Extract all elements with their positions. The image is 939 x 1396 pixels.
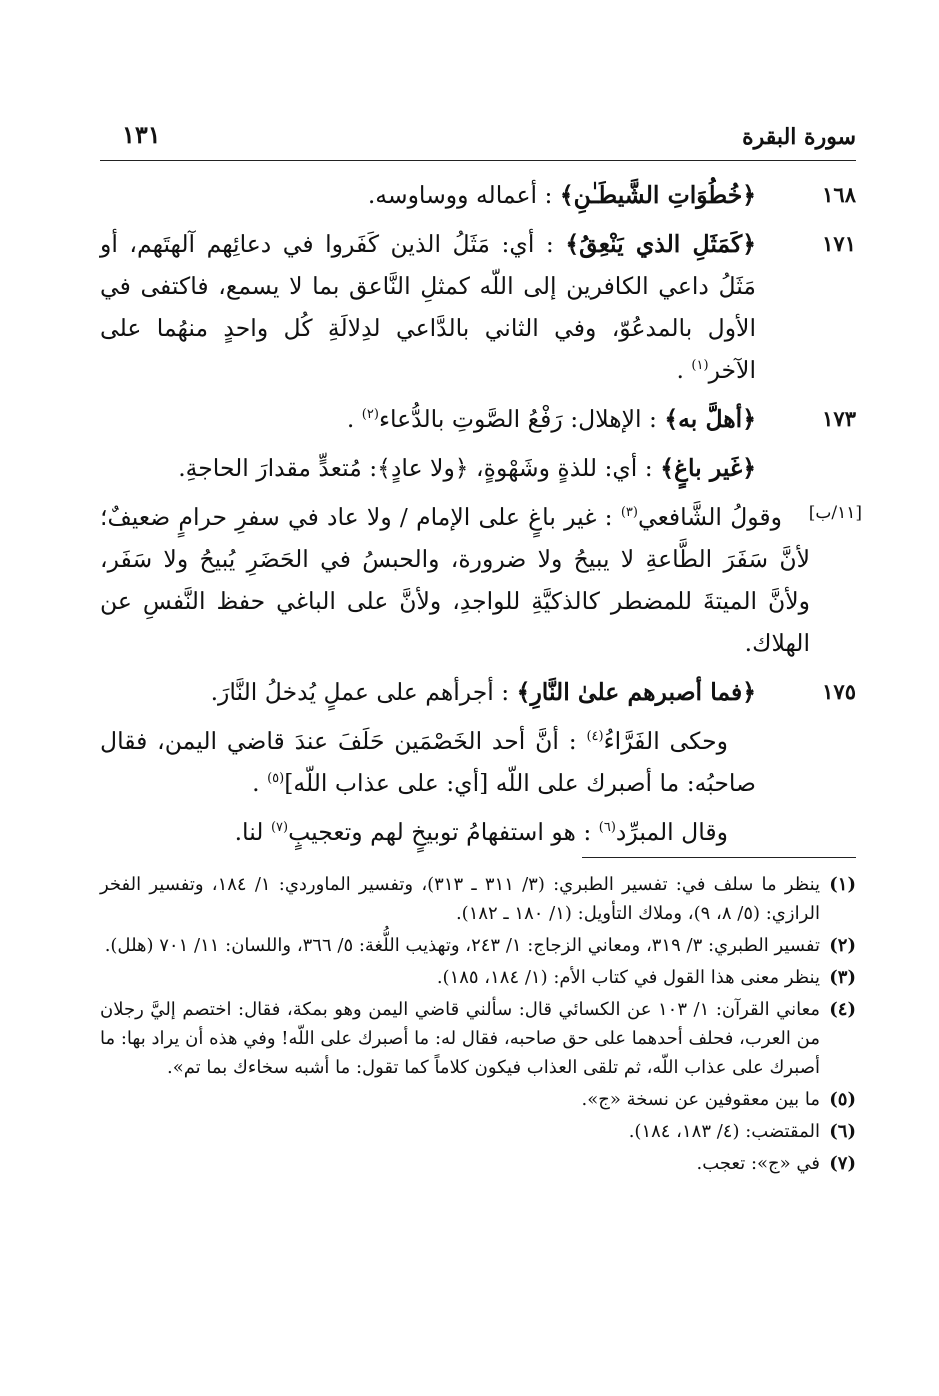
entry-mubarrad — [100, 811, 856, 853]
footnote-ref[interactable]: (٣) — [620, 505, 638, 521]
footnote — [100, 1149, 856, 1178]
verse-number: ١٧٣ — [822, 406, 856, 431]
footnote-ref[interactable]: (٦) — [598, 820, 616, 836]
footnote-ref[interactable]: (٧) — [270, 820, 289, 836]
footnote-text: ما بين معقوفين عن نسخة «ج». — [581, 1089, 820, 1110]
entry-text: : الإهلال: رَفْعُ الصَّوتِ بالدُّعاء — [378, 405, 657, 433]
footnote-separator — [582, 857, 856, 858]
main-text — [100, 174, 862, 860]
entry-text-before: وحكى الفَرَّاءُ — [603, 727, 728, 755]
page-header — [100, 120, 856, 161]
footnote-number: (٣) — [829, 967, 856, 988]
entry-168 — [100, 174, 856, 216]
quran-term: ﴿كَمَثَلِ الذي يَنْعِقُ﴾ — [565, 230, 756, 258]
verse-number: ١٧٥ — [822, 679, 856, 704]
entry-text: : أجرأهم على عملٍ يُدخلُ النَّارَ. — [210, 678, 510, 706]
footnote-ref[interactable]: (٥) — [267, 771, 285, 787]
manuscript-folio-marker: [١١/ب] — [808, 503, 862, 523]
entry-tail: . — [346, 405, 362, 433]
footnote-number: (٤) — [829, 999, 856, 1020]
quran-term: ﴿أهلَّ به﴾ — [664, 405, 756, 433]
footnote-text: المقتضب: (٤/ ١٨٣، ١٨٤). — [628, 1121, 820, 1142]
footnote-number: (٢) — [829, 935, 856, 956]
footnote — [100, 931, 856, 960]
footnote-text: ينظر ما سلف في: تفسير الطبري: (٣/ ٣١١ ـ ٣١٣)، وتفسير الماوردي: ١/ ١٨٤، وتفسير الفخر الرازي: (٥/ ٨، ٩)، وملاك التأويل: (١/ ١٨٠ ـ ١٨٢). — [100, 874, 821, 924]
entry-text: : أنَّ أحد الخَصْمَين حَلَفَ عندَ قاضي اليمن، فقال صاحبُه: ما أصبرك على اللّه [أي: على عذاب اللّه] — [100, 727, 756, 797]
footnote — [100, 995, 856, 1082]
footnote-number: (١) — [829, 874, 856, 895]
entry-text: : أعماله ووساوسه. — [367, 181, 553, 209]
surah-name: سورة البقرة — [742, 124, 856, 150]
footnote — [100, 1117, 856, 1146]
entry-ghayr-bagh — [100, 447, 856, 489]
footnote-ref[interactable]: (٢) — [361, 407, 379, 423]
entry-text-before: وقال المبرِّد — [615, 818, 728, 846]
quran-term: ﴿خُطُوَاتِ الشَّيطَـٰنِ﴾ — [559, 181, 756, 209]
footnote — [100, 1085, 856, 1114]
entry-171 — [100, 223, 856, 391]
footnote-text: في «ج»: تعجب. — [696, 1153, 820, 1174]
footnote — [100, 963, 856, 992]
entry-tail: . — [676, 356, 692, 384]
entry-farra — [100, 720, 856, 804]
entry-tail: لنا. — [234, 818, 271, 846]
verse-number: ١٦٨ — [822, 182, 856, 207]
footnote-ref[interactable]: (١) — [691, 358, 709, 374]
footnote-text: ينظر معنى هذا القول في كتاب الأم: (١/ ١٨٤، ١٨٥). — [436, 967, 820, 988]
entry-text-before: وقولُ الشَّافعي — [637, 503, 782, 531]
footnote-ref[interactable]: (٤) — [586, 729, 604, 745]
entry-text: : أي: مَثَلُ الذين كَفَروا في دعائِهم آلهتَهم، أو مَثَلُ داعي الكافرين إلى اللّه كمثلِ النَّاعق بما لا يسمع، فاكتفى في الأول بالمدعُوّ، وفي الثاني بالدَّاعي لدِلالَةِ كُل واحدٍ منهُما على الآخر — [100, 230, 756, 384]
entry-text: : غير باغٍ على الإمام / ولا عاد في سفرِ حرامٍ ضعيفٌ؛ لأنَّ سَفَرَ الطَّاعةِ لا يبيحُ ولا ضرورة، والحبسُ في الحَضَرِ يُبيحُ ولا سَفَر، ولأنَّ الميتةَ للمضطر كالذكيَّةِ للواجدِ، ولأنَّ على الباغي حفظ النَّفسِ عن الهلاك. — [100, 503, 810, 657]
entry-shafii — [100, 496, 862, 664]
footnote-number: (٦) — [829, 1121, 856, 1142]
quran-term: ﴿فما أصبرهم علىٰ النَّارِ﴾ — [516, 678, 756, 706]
footnote-number: (٧) — [829, 1153, 856, 1174]
entry-text: : هو استفهامُ توبيخٍ لهم وتعجيبٍ — [288, 818, 599, 846]
footnote-number: (٥) — [829, 1089, 856, 1110]
entry-text: : أي: للذةٍ وشَهْوةٍ، ﴿ولا عادٍ﴾: مُتعدٍّ مقدارَ الحاجةِ. — [178, 454, 653, 482]
entry-173 — [100, 398, 856, 440]
footnote-text: تفسير الطبري: ٣/ ٣١٩، ومعاني الزجاج: ١/ ٢٤٣، وتهذيب اللُّغة: ٥/ ٣٦٦، واللسان: ١١/ ٧٠١ (هلل). — [104, 935, 820, 956]
footnotes — [100, 870, 856, 1181]
footnote — [100, 870, 856, 928]
footnote-text: معاني القرآن: ١/ ١٠٣ عن الكسائي قال: سألني قاضي اليمن وهو بمكة، فقال: اختصم إليَّ رجلان من العرب، فحلف أحدهما على حق صاحبه، فقال له: ما أصبرك على اللّه! وفي هذه أن يراد بها: ما أصبرك على عذاب اللّه، ثم تلقى العذاب فيكون كلاماً كما تقول: ما أشبه سخاءك بما تم». — [100, 999, 820, 1078]
verse-number: ١٧١ — [822, 231, 856, 256]
entry-tail: . — [252, 769, 268, 797]
page-number: ١٣١ — [122, 120, 161, 149]
quran-term: ﴿غَير باغٍ﴾ — [660, 454, 756, 482]
entry-175 — [100, 671, 856, 713]
